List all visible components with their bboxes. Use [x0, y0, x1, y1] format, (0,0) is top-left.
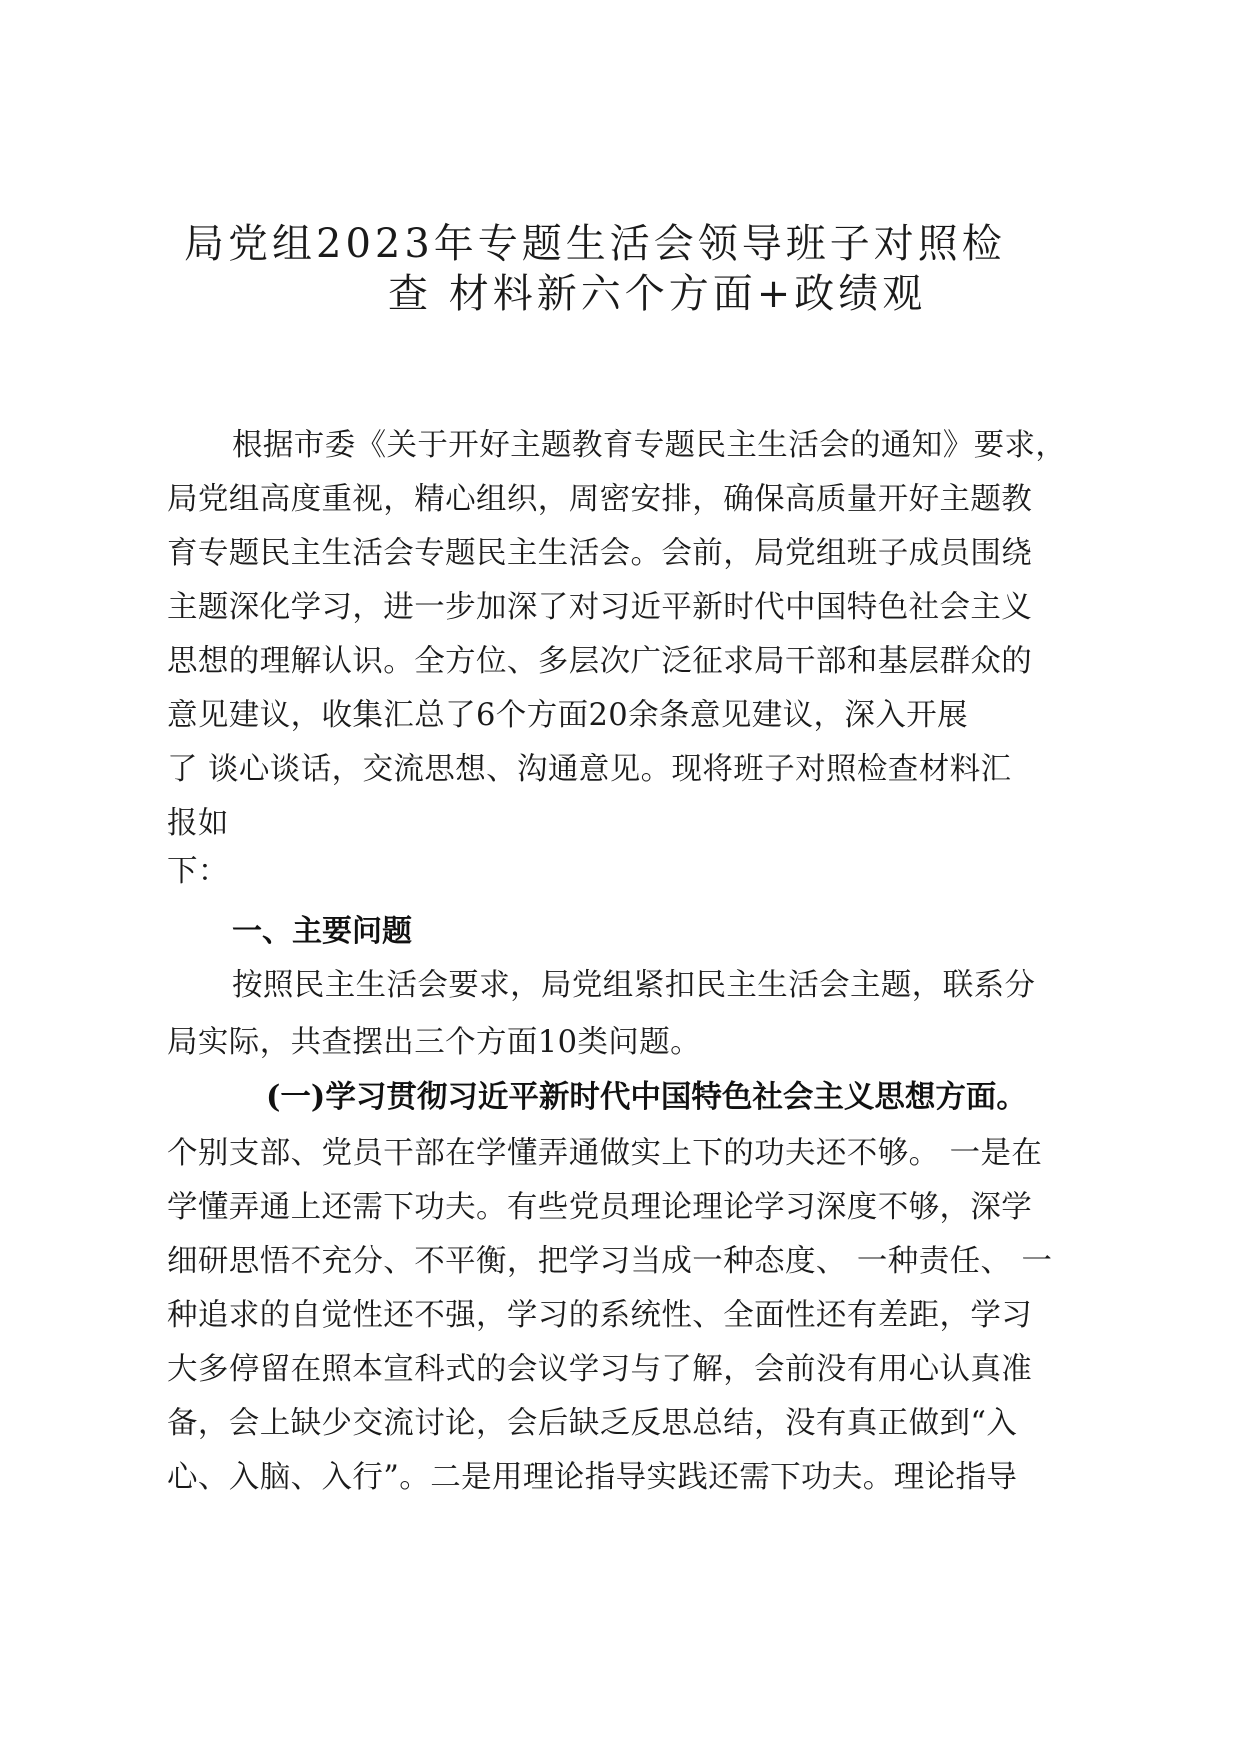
intro-line-2: 局党组高度重视，精心组织，周密安排，确保高质量开好主题教 — [167, 482, 1033, 517]
intro-line-8: 报如 — [167, 806, 229, 841]
intro-line-7: 了 谈心谈话，交流思想、沟通意见。现将班子对照检查材料汇 — [167, 752, 1012, 787]
intro-line-5: 思想的理解认识。全方位、多层次广泛征求局干部和基层群众的 — [167, 644, 1033, 679]
subsection1-line-3: 细研思悟不充分、不平衡，把学习当成一种态度、 一种责任、 一 — [167, 1244, 1053, 1279]
section-heading-main-problems: 一、主要问题 — [232, 914, 412, 949]
intro-line-3: 育专题民主生活会专题民主生活会。会前，局党组班子成员围绕 — [167, 536, 1033, 571]
section1-line-2: 局实际，共查摆出三个方面10类问题。 — [167, 1025, 702, 1060]
intro-line-6: 意见建议，收集汇总了6个方面20余条意见建议，深入开展 — [167, 698, 969, 733]
subsection1-line-2: 学懂弄通上还需下功夫。有些党员理论理论学习深度不够，深学 — [167, 1190, 1033, 1225]
subsection1-line-5: 大多停留在照本宣科式的会议学习与了解，会前没有用心认真准 — [167, 1352, 1033, 1387]
document-title-line-1: 局党组2023年专题生活会领导班子对照检 — [184, 221, 1006, 267]
section1-line-1: 按照民主生活会要求，局党组紧扣民主生活会主题，联系分 — [232, 968, 1036, 1003]
intro-line-9: 下： — [167, 854, 229, 889]
subsection1-line-1: 个别支部、党员干部在学懂弄通做实上下的功夫还不够。 一是在 — [167, 1136, 1043, 1171]
subsection1-line-7: 心、入脑、入行”。二是用理论指导实践还需下功夫。理论指导 — [167, 1460, 1018, 1495]
subsection1-line-6: 备，会上缺少交流讨论，会后缺乏反思总结，没有真正做到“入 — [167, 1406, 1018, 1441]
subsection1-line-4: 种追求的自觉性还不强，学习的系统性、全面性还有差距，学习 — [167, 1298, 1033, 1333]
intro-line-4: 主题深化学习，进一步加深了对习近平新时代中国特色社会主义 — [167, 590, 1033, 625]
document-title-line-2: 查 材料新六个方面+政绩观 — [388, 271, 927, 317]
intro-line-1: 根据市委《关于开好主题教育专题民主生活会的通知》要求， — [232, 428, 1067, 463]
subsection-heading-study: (一)学习贯彻习近平新时代中国特色社会主义思想方面。 — [266, 1079, 1027, 1115]
